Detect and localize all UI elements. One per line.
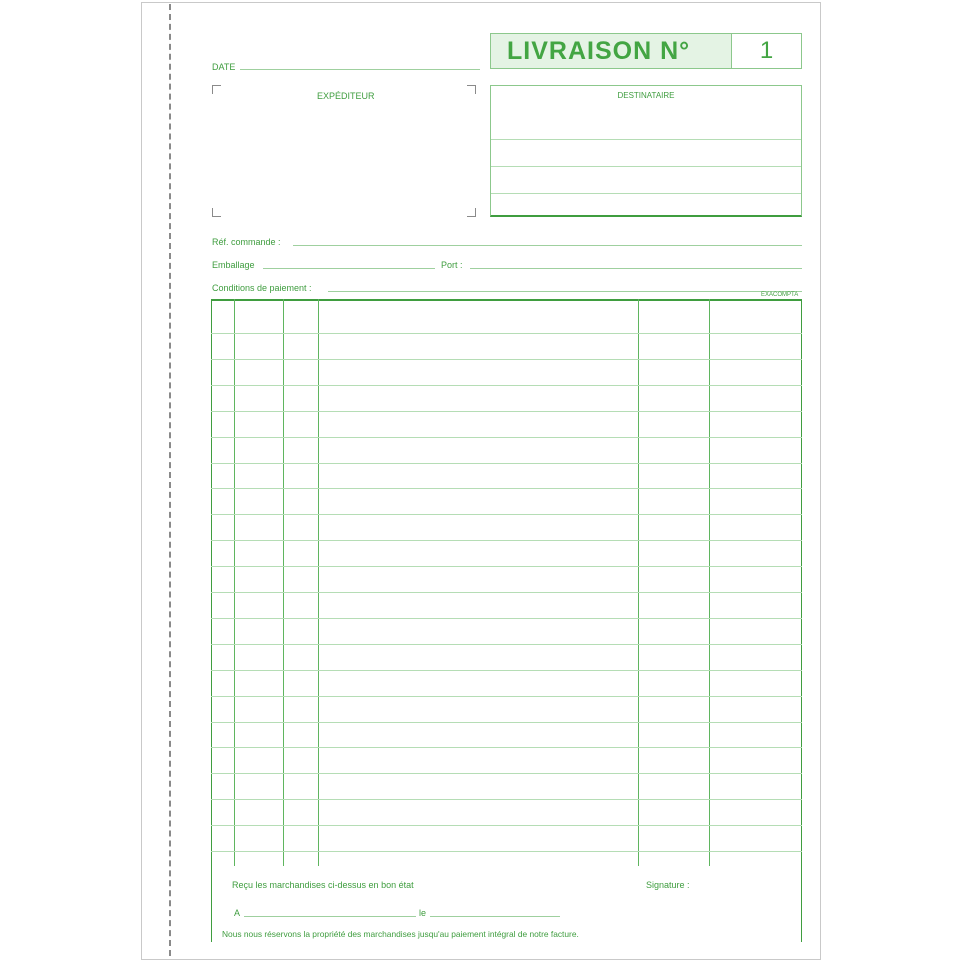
order-ref-field[interactable] bbox=[293, 245, 802, 246]
recipient-label: DESTINATAIRE bbox=[617, 91, 675, 100]
sender-corner-bottom-right bbox=[467, 208, 476, 217]
sender-label: EXPÉDITEUR bbox=[317, 91, 375, 101]
right-border-continuation bbox=[801, 858, 802, 942]
column-5-tail bbox=[709, 858, 710, 864]
table-row[interactable] bbox=[211, 359, 802, 360]
table-row[interactable] bbox=[211, 618, 802, 619]
sender-corner-top-left bbox=[212, 85, 221, 94]
recipient-box[interactable] bbox=[490, 85, 802, 217]
table-row[interactable] bbox=[211, 722, 802, 723]
payment-terms-field[interactable] bbox=[328, 291, 802, 292]
ownership-notice: Nous nous réservons la propriété des marchandises jusqu'au paiement intégral de notre facture. bbox=[222, 929, 579, 939]
signature-label: Signature : bbox=[646, 880, 690, 890]
column-4-tail bbox=[638, 858, 639, 864]
table-bottom-fade bbox=[212, 858, 801, 864]
recipient-line-1 bbox=[491, 139, 801, 140]
table-row[interactable] bbox=[211, 333, 802, 334]
payment-terms-label: Conditions de paiement : bbox=[212, 283, 312, 293]
sender-corner-bottom-left bbox=[212, 208, 221, 217]
column-3-tail bbox=[318, 858, 319, 864]
table-row[interactable] bbox=[211, 592, 802, 593]
delivery-number: 1 bbox=[759, 37, 774, 64]
receipt-date-field[interactable] bbox=[430, 916, 560, 917]
date-label: DATE bbox=[212, 62, 236, 72]
signature-area[interactable] bbox=[646, 893, 796, 933]
receipt-date-label: le bbox=[419, 908, 427, 918]
delivery-number-box bbox=[490, 33, 802, 69]
table-row[interactable] bbox=[211, 825, 802, 826]
table-row[interactable] bbox=[211, 670, 802, 671]
order-ref-label: Réf. commande : bbox=[212, 237, 281, 247]
packaging-label: Emballage bbox=[212, 260, 255, 270]
recipient-line-3 bbox=[491, 193, 801, 194]
table-row[interactable] bbox=[211, 411, 802, 412]
table-row[interactable] bbox=[211, 514, 802, 515]
table-row[interactable] bbox=[211, 799, 802, 800]
packaging-field[interactable] bbox=[263, 268, 435, 269]
sender-corner-top-right bbox=[467, 85, 476, 94]
table-row[interactable] bbox=[211, 851, 802, 852]
place-label: A bbox=[234, 908, 241, 918]
brand-label: EXACOMPTA bbox=[761, 292, 799, 298]
table-row[interactable] bbox=[211, 747, 802, 748]
table-row[interactable] bbox=[211, 696, 802, 697]
date-field[interactable] bbox=[240, 69, 480, 70]
table-row[interactable] bbox=[211, 437, 802, 438]
table-row[interactable] bbox=[211, 540, 802, 541]
table-top-rule bbox=[211, 299, 802, 301]
table-row[interactable] bbox=[211, 773, 802, 774]
perforation-line bbox=[169, 4, 171, 956]
shipping-label: Port : bbox=[441, 260, 463, 270]
column-1-tail bbox=[234, 858, 235, 864]
table-row[interactable] bbox=[211, 488, 802, 489]
table-row[interactable] bbox=[211, 463, 802, 464]
items-table bbox=[211, 299, 802, 866]
form-title: LIVRAISON N° bbox=[507, 37, 691, 65]
table-row[interactable] bbox=[211, 566, 802, 567]
left-border-continuation bbox=[211, 858, 212, 942]
recipient-line-2 bbox=[491, 166, 801, 167]
shipping-field[interactable] bbox=[470, 268, 802, 269]
table-row[interactable] bbox=[211, 644, 802, 645]
column-2-tail bbox=[283, 858, 284, 864]
received-statement: Reçu les marchandises ci-dessus en bon état bbox=[232, 880, 414, 890]
table-row[interactable] bbox=[211, 385, 802, 386]
place-field[interactable] bbox=[244, 916, 416, 917]
sender-address-area[interactable] bbox=[214, 104, 472, 204]
